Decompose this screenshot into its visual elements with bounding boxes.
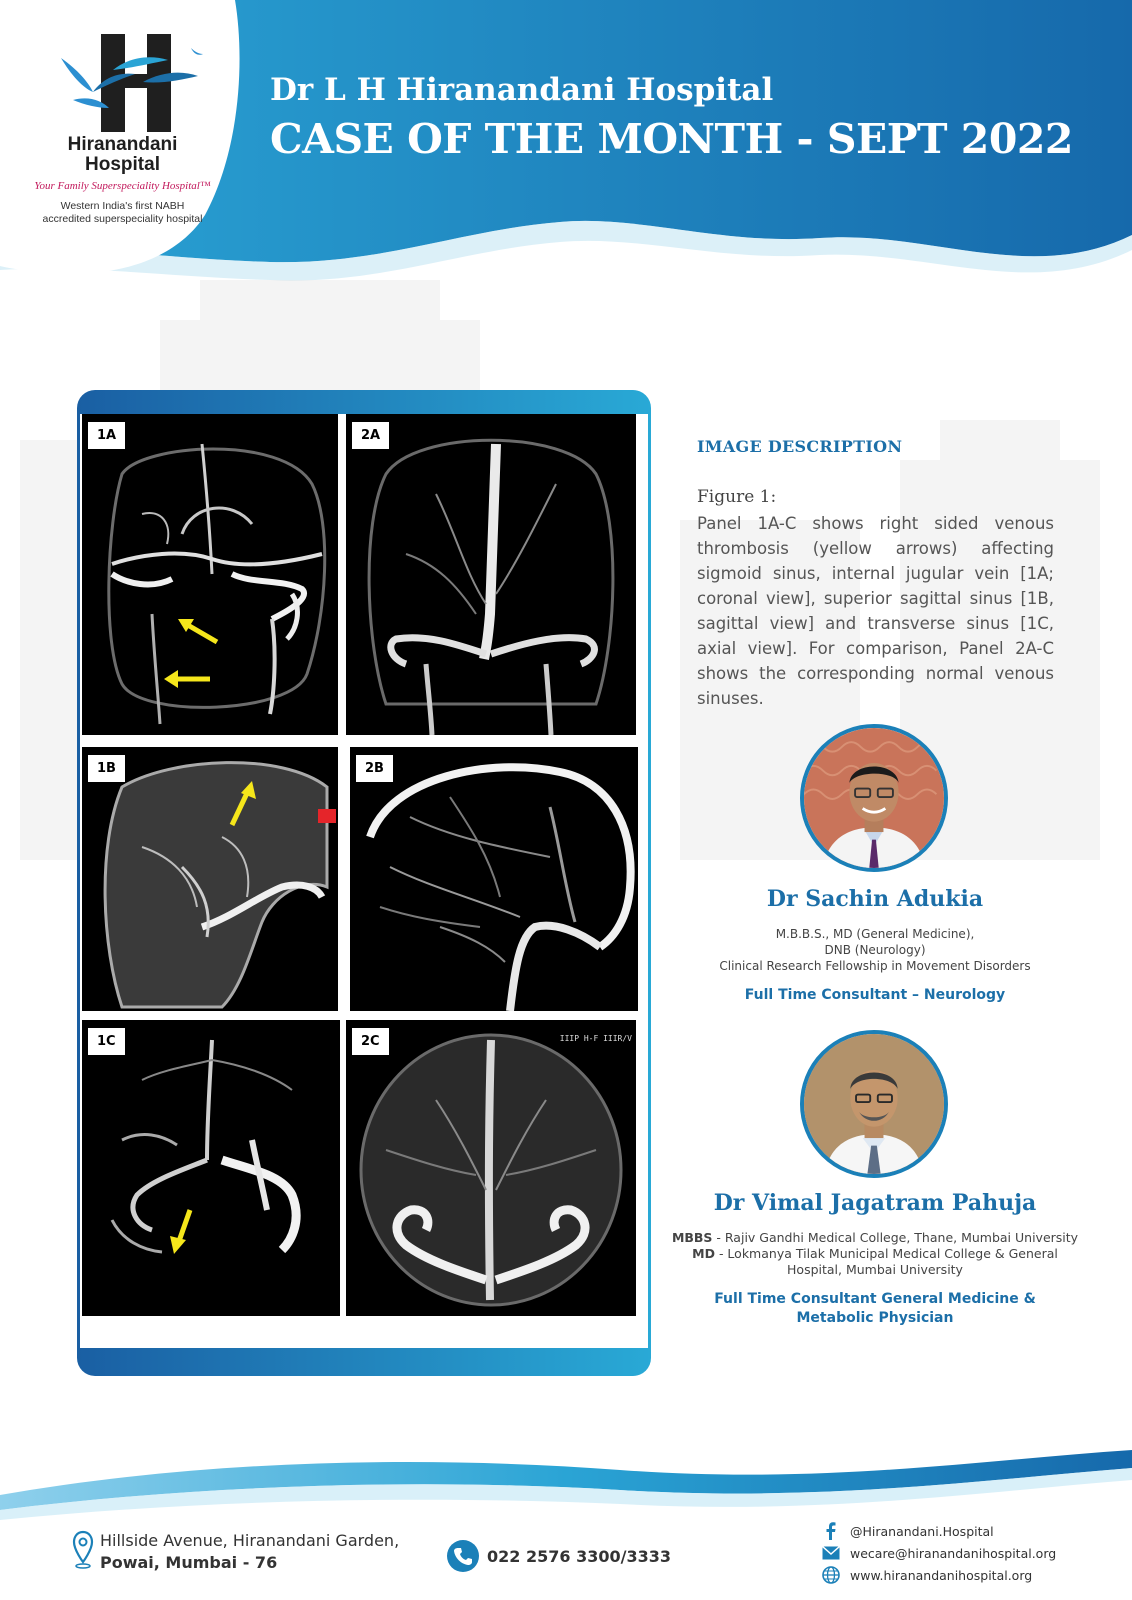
figure-frame [77, 390, 651, 1376]
doctor-role-line: Full Time Consultant General Medicine & [714, 1291, 1036, 1307]
figure-panel-grid [80, 414, 648, 1348]
doctor-portrait-icon [804, 728, 944, 868]
facebook-handle: @Hiranandani.Hospital [850, 1523, 994, 1539]
footer-contacts [822, 1520, 1056, 1586]
qualification-line: Hospital, Mumbai University [787, 1262, 963, 1277]
degree-prefix: MD [692, 1246, 715, 1261]
figure-description: Panel 1A-C shows right sided venous thrombosis (yellow arrows) affecting sigmoid sinus, internal jugular vein [1A; coronal view], superior sagittal sinus [1B, sagittal view] and transverse sinus [1C, axial view]. For comparison, Panel 2A-C shows the corresponding normal venous sinuses. [697, 514, 1054, 708]
hospital-h-logo-icon [43, 30, 203, 135]
mri-venogram-2a [346, 414, 636, 735]
yellow-arrow-icon [170, 1210, 190, 1254]
footer-phone[interactable] [447, 1540, 671, 1572]
doctor-name: Dr Sachin Adukia [766, 886, 984, 912]
panel-label: 2B [356, 755, 393, 782]
scan-panel-1a [82, 414, 338, 735]
mri-venogram-1b [82, 747, 338, 1011]
yellow-arrow-icon [178, 619, 217, 642]
doctor-qualifications [670, 1230, 1080, 1278]
doctor-role: Full Time Consultant – Neurology [744, 987, 1006, 1003]
mri-venogram-2c [346, 1020, 636, 1316]
mri-venogram-1c [82, 1020, 340, 1316]
qualification-line: DNB (Neurology) [824, 943, 926, 957]
footer-wave [0, 1440, 1132, 1520]
email-link[interactable] [822, 1542, 1056, 1564]
qualification-line [670, 1230, 1080, 1246]
doctor-photo-avatar [800, 724, 948, 872]
yellow-arrow-icon [164, 670, 210, 688]
doctor-qualifications [690, 926, 1060, 974]
scan-panel-2b [350, 747, 638, 1011]
hospital-logo [20, 30, 225, 250]
facebook-link[interactable] [822, 1520, 1056, 1542]
doctor-role-line: Metabolic Physician [796, 1310, 954, 1326]
panel-label: 2C [352, 1028, 389, 1055]
facebook-icon [822, 1522, 840, 1540]
nabh-line2: accredited superspeciality hospital [42, 213, 203, 225]
panel-label: 2A [352, 422, 389, 449]
scan-panel-2a [346, 414, 636, 735]
page-title: CASE OF THE MONTH - SEPT 2022 [270, 115, 1073, 163]
phone-number: 022 2576 3300/3333 [487, 1546, 671, 1566]
mri-venogram-1a [82, 414, 338, 735]
website-url: www.hiranandanihospital.org [850, 1567, 1033, 1583]
degree-prefix: MBBS [671, 1230, 713, 1245]
address-city: Powai, Mumbai - 76 [100, 1553, 278, 1572]
footer-address [72, 1530, 399, 1574]
qualification-text: - Lokmanya Tilak Municipal Medical College & General [714, 1246, 1058, 1261]
qualification-text: - Rajiv Gandhi Medical College, Thane, Mumbai University [712, 1230, 1079, 1245]
nabh-line1: Western India's first NABH [60, 200, 185, 212]
qualification-line: M.B.B.S., MD (General Medicine), [775, 927, 975, 941]
figure-label: Figure 1: [697, 487, 777, 507]
hospital-name: Dr L H Hiranandani Hospital [270, 72, 774, 108]
scan-panel-1c [82, 1020, 340, 1316]
brand-name-line1: Hiranandani [67, 134, 178, 155]
scan-panel-1b [82, 747, 338, 1011]
address-line [100, 1552, 399, 1574]
panel-label: 1A [88, 422, 125, 449]
panel-label: 1C [88, 1028, 125, 1055]
doctor-name: Dr Vimal Jagatram Pahuja [713, 1190, 1037, 1216]
scan-panel-2c [346, 1020, 636, 1316]
qualification-line [670, 1246, 1080, 1262]
mri-venogram-2b [350, 747, 638, 1011]
email-address: wecare@hiranandanihospital.org [850, 1545, 1057, 1561]
address-line: Hillside Avenue, Hiranandani Garden, [100, 1531, 400, 1550]
location-pin-icon [72, 1530, 94, 1570]
brand-tagline: Your Family Superspeciality Hospital™ [34, 180, 211, 192]
doctor-photo-avatar [800, 1030, 948, 1178]
section-title: IMAGE DESCRIPTION [697, 437, 903, 456]
scan-overlay-text: IIIP H-F IIIR/V [559, 1034, 632, 1043]
brand-name-line2: Hospital [85, 154, 160, 175]
doctor-role [690, 1290, 1060, 1328]
email-icon [822, 1546, 840, 1560]
doctor-portrait-icon [804, 1034, 944, 1174]
qualification-line: Clinical Research Fellowship in Movement Disorders [719, 959, 1031, 973]
panel-label: 1B [88, 755, 125, 782]
website-link[interactable] [822, 1564, 1056, 1586]
globe-icon [822, 1566, 840, 1584]
phone-icon [447, 1540, 479, 1572]
